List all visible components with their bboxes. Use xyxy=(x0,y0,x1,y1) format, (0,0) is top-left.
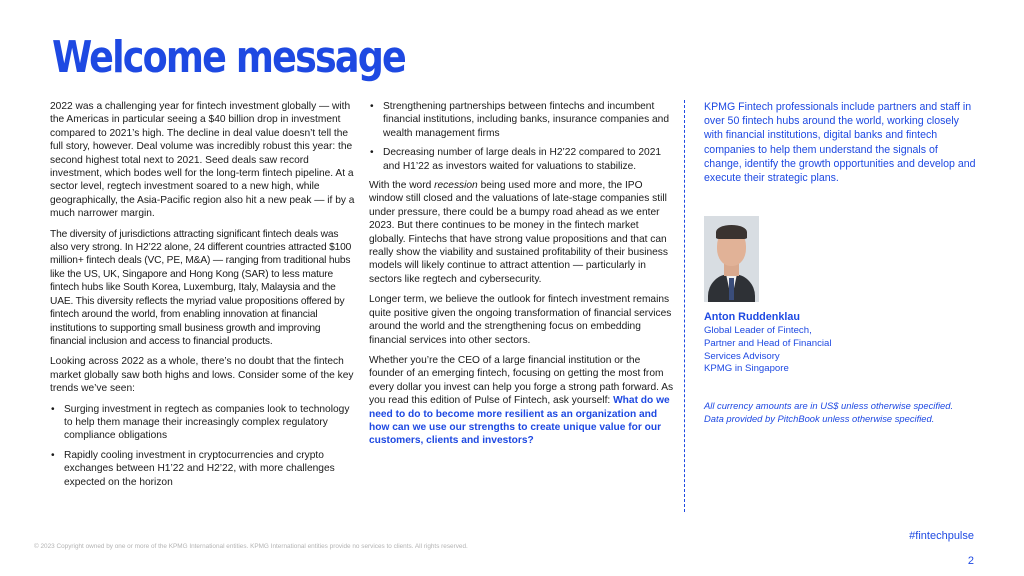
bullet-icon: • xyxy=(51,449,55,461)
list-item xyxy=(50,449,356,489)
paragraph: Looking across 2022 as a whole, there’s no doubt that the fintech market globally saw both highs and lows. Consider some of the key trends we’ve seen: xyxy=(50,356,354,395)
trend-list xyxy=(369,100,675,173)
emphasis-text: recession xyxy=(434,180,478,192)
paragraph xyxy=(369,179,675,286)
author-name: Anton Ruddenklau xyxy=(704,311,800,323)
photo-hair xyxy=(716,225,747,239)
column-divider xyxy=(684,100,685,512)
paragraph-text: being used more and more, the IPO window still closed and the valuations of late-stage companies still under pressure, there could be a bumpy road ahead as we enter 2023. But there continues to be money in the fintech market globally. Fintechs that have strong value propositions and that can really show the viability and sustained profitability of their business models will likely continue to attract attention — particularly in sectors like regtech and cybersecurity. xyxy=(369,180,668,285)
list-item-text: Surging investment in regtech as companies look to technology to help them manage their increasingly complex regulatory compliance obligations xyxy=(64,403,350,442)
column-right xyxy=(704,100,976,185)
copyright-notice: © 2023 Copyright owned by one or more of the KPMG International entities. KPMG International entities provide no services to clients. All rights reserved. xyxy=(34,543,468,550)
bullet-icon: • xyxy=(370,147,374,159)
list-item xyxy=(50,403,356,443)
list-item xyxy=(369,146,675,173)
list-item xyxy=(369,100,675,140)
highlight-question: What do we need to do to become more resilient as an organization and how can we use our strengths to create unique value for our customers, clients and investors? xyxy=(369,395,670,447)
paragraph: The diversity of jurisdictions attracting significant fintech deals was also very strong. In H2’22 alone, 24 different countries attracted $100 million+ fintech deals (VC, PE, M&A) — ranging from traditional hubs like the US, UK, Singapore and Hong Kong (SAR) to less mature fintech hubs like South Korea, Luxemburg, Italy, Malaysia and the UAE. This diversity reflects the myriad value propositions offered by fintech around the world, from enabling innovation at financial institutions to supporting small business growth and improving financial inclusion and access to financial products. xyxy=(50,228,352,347)
photo-tie xyxy=(729,278,734,300)
bullet-icon: • xyxy=(370,101,374,112)
kpmg-intro: KPMG Fintech professionals include partners and staff in over 50 fintech hubs around the world, working closely with financial institutions, digital banks and fintech companies to help them understand the signals of change, identify the growth opportunities and develop and execute their strategic plans. xyxy=(704,101,976,185)
column-left xyxy=(50,100,356,495)
author-role-line: KPMG in Singapore xyxy=(704,363,789,375)
trend-list xyxy=(50,403,356,489)
paragraph: 2022 was a challenging year for fintech investment globally — with the Americas in particular seeing a $40 billion drop in investment compared to 2021’s high. The decline in deal value doesn’t tell the full story, however. Deal volume was incredibly robust this year: the second highest total next to 2021. Seed deals saw record investment, which bodes well for the long-term fintech pipeline. At a sector level, regtech investment soared to a new high, while geographically, the Asia-Pacific region also hit a new peak — if by a much narrower margin. xyxy=(50,101,355,220)
hashtag: #fintechpulse xyxy=(909,530,974,542)
author-photo xyxy=(704,216,759,302)
bullet-icon: • xyxy=(51,403,55,415)
page-number: 2 xyxy=(967,555,974,567)
author-role xyxy=(704,325,864,376)
column-middle xyxy=(369,100,675,455)
author-role-line: Global Leader of Fintech, xyxy=(704,325,812,336)
list-item-text: Rapidly cooling investment in cryptocurrencies and crypto exchanges between H1’22 and H2’22, with more challenges expected on the horizon xyxy=(64,449,335,488)
page-title: Welcome message xyxy=(52,32,406,83)
paragraph-text: Whether you’re the CEO of a large financial institution or the founder of an emerging fintech, focusing on getting the most from every dollar you invest can help you forge a strong path forward. As you read this edition of Pulse of Fintech, ask yourself: xyxy=(369,354,674,407)
currency-note: All currency amounts are in US$ unless otherwise specified. Data provided by PitchBook unless otherwise specified. xyxy=(704,400,954,424)
author-role-line: Partner and Head of Financial xyxy=(704,337,832,349)
paragraph-text: With the word xyxy=(369,180,435,192)
paragraph: Longer term, we believe the outlook for fintech investment remains quite positive given the ongoing transformation of financial services around the world and the strengthening focus on embedding financial services into other sectors. xyxy=(369,294,672,346)
paragraph xyxy=(369,354,675,448)
author-role-line: Services Advisory xyxy=(704,350,780,362)
list-item-text: Strengthening partnerships between fintechs and incumbent financial institutions, including banks, insurance companies and wealth management firms xyxy=(383,101,669,139)
list-item-text: Decreasing number of large deals in H2’22 compared to 2021 and H1’22 as investors waited for valuations to stabilize. xyxy=(383,147,662,172)
